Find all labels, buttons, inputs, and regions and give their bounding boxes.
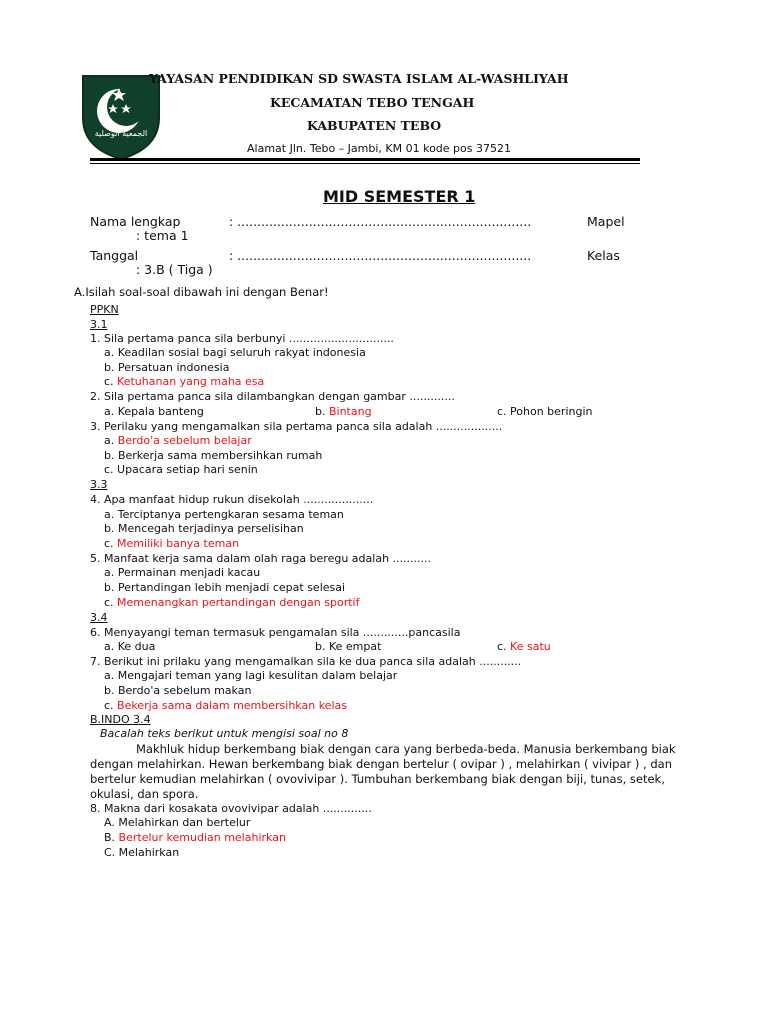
- option-5a: a. Permainan menjadi kacau: [104, 566, 261, 579]
- question-4: 4. Apa manfaat hidup rukun disekolah ....................: [90, 493, 374, 506]
- page-title: MID SEMESTER 1: [323, 187, 476, 206]
- answer-1: Ketuhanan yang maha esa: [117, 375, 265, 388]
- option-4c: [104, 537, 239, 550]
- school-address: Alamat Jln. Tebo – Jambi, KM 01 kode pos 37521: [247, 142, 511, 155]
- bindo-instruction: Bacalah teks berikut untuk mengisi soal no 8: [100, 727, 349, 740]
- question-7: 7. Berikut ini prilaku yang mengamalkan sila ke dua panca sila adalah ............: [90, 655, 522, 668]
- answer-6: Ke satu: [510, 640, 551, 653]
- option-6a: a. Ke dua: [104, 640, 156, 653]
- school-logo: [80, 74, 162, 160]
- option-5b: b. Pertandingan lebih menjadi cepat selesai: [104, 581, 346, 594]
- question-2: 2. Sila pertama panca sila dilambangkan dengan gambar .............: [90, 390, 455, 403]
- kelas-value: : 3.B ( Tiga ): [136, 262, 213, 277]
- answer-3: Berdo'a sebelum belajar: [117, 434, 252, 447]
- section-bindo: B.INDO 3.4: [90, 713, 151, 726]
- answer-2: Bintang: [328, 405, 372, 418]
- answer-4: Memiliki banya teman: [117, 537, 240, 550]
- option-1b: b. Persatuan indonesia: [104, 361, 230, 374]
- kelas-label: Kelas: [587, 248, 620, 263]
- option-1a: a. Keadilan sosial bagi seluruh rakyat indonesia: [104, 346, 366, 359]
- section-ppkn: PPKN: [90, 303, 119, 316]
- option-8b: [104, 831, 286, 844]
- regency-name: KABUPATEN TEBO: [307, 118, 442, 133]
- answer-5: Memenangkan pertandingan dengan sportif: [117, 596, 360, 609]
- option-letter: c.: [104, 596, 114, 609]
- option-3b: b. Berkerja sama membersihkan rumah: [104, 449, 323, 462]
- option-7c: [104, 699, 347, 712]
- logo-script: الجمعية الوصلية: [94, 129, 148, 138]
- section-3-1: 3.1: [90, 318, 108, 331]
- option-8a: A. Melahirkan dan bertelur: [104, 816, 251, 829]
- option-letter: b.: [315, 405, 326, 418]
- option-6b: b. Ke empat: [315, 640, 382, 653]
- option-3c: c. Upacara setiap hari senin: [104, 463, 258, 476]
- option-2a: a. Kepala banteng: [104, 405, 204, 418]
- passage-line-4: okulasi, dan spora.: [90, 787, 199, 801]
- option-2b: [315, 405, 372, 418]
- option-6c: [497, 640, 551, 653]
- question-3: 3. Perilaku yang mengamalkan sila pertama panca sila adalah ...................: [90, 420, 503, 433]
- header-divider-thick: [90, 158, 640, 161]
- option-7b: b. Berdo'a sebelum makan: [104, 684, 252, 697]
- passage-line-1: Makhluk hidup berkembang biak dengan cara yang berbeda-beda. Manusia berkembang biak: [136, 742, 676, 756]
- passage-line-3: bertelur kemudian melahirkan ( ovovivipar ). Tumbuhan berkembang biak dengan biji, tunas, setek,: [90, 772, 665, 786]
- district-name: KECAMATAN TEBO TENGAH: [270, 95, 475, 110]
- foundation-name: YAYASAN PENDIDIKAN SD SWASTA ISLAM AL-WASHLIYAH: [149, 71, 569, 86]
- section-3-4: 3.4: [90, 611, 108, 624]
- section-3-3: 3.3: [90, 478, 108, 491]
- tanggal-field: : ..........................................................................: [229, 248, 532, 263]
- answer-8: Bertelur kemudian melahirkan: [118, 831, 286, 844]
- question-5: 5. Manfaat kerja sama dalam olah raga beregu adalah ...........: [90, 552, 431, 565]
- instruction: A.Isilah soal-soal dibawah ini dengan Benar!: [74, 285, 329, 299]
- option-letter: a.: [104, 434, 115, 447]
- question-8: 8. Makna dari kosakata ovovivipar adalah ..............: [90, 802, 372, 815]
- question-6: 6. Menyayangi teman termasuk pengamalan sila .............pancasila: [90, 626, 461, 639]
- option-7a: a. Mengajari teman yang lagi kesulitan dalam belajar: [104, 669, 398, 682]
- option-letter: B.: [104, 831, 116, 844]
- mapel-label: Mapel: [587, 214, 625, 229]
- option-1c: [104, 375, 264, 388]
- tanggal-label: Tanggal: [90, 248, 139, 263]
- question-1: 1. Sila pertama panca sila berbunyi ..............................: [90, 332, 394, 345]
- nama-label: Nama lengkap: [90, 214, 181, 229]
- option-4b: b. Mencegah terjadinya perselisihan: [104, 522, 304, 535]
- mapel-value: : tema 1: [136, 228, 189, 243]
- option-letter: c.: [104, 537, 114, 550]
- header-divider-thin: [90, 163, 640, 164]
- nama-field: : ..........................................................................: [229, 214, 532, 229]
- option-3a: [104, 434, 252, 447]
- option-4a: a. Terciptanya pertengkaran sesama teman: [104, 508, 344, 521]
- option-8c: C. Melahirkan: [104, 846, 180, 859]
- passage-line-2: dengan melahirkan. Hewan berkembang biak dengan bertelur ( ovipar ) , melahirkan ( vivipar ) , dan: [90, 757, 673, 771]
- option-letter: c.: [497, 640, 507, 653]
- option-letter: c.: [104, 375, 114, 388]
- option-letter: c.: [104, 699, 114, 712]
- option-5c: [104, 596, 359, 609]
- option-2c: c. Pohon beringin: [497, 405, 593, 418]
- answer-7: Bekerja sama dalam membersihkan kelas: [117, 699, 347, 712]
